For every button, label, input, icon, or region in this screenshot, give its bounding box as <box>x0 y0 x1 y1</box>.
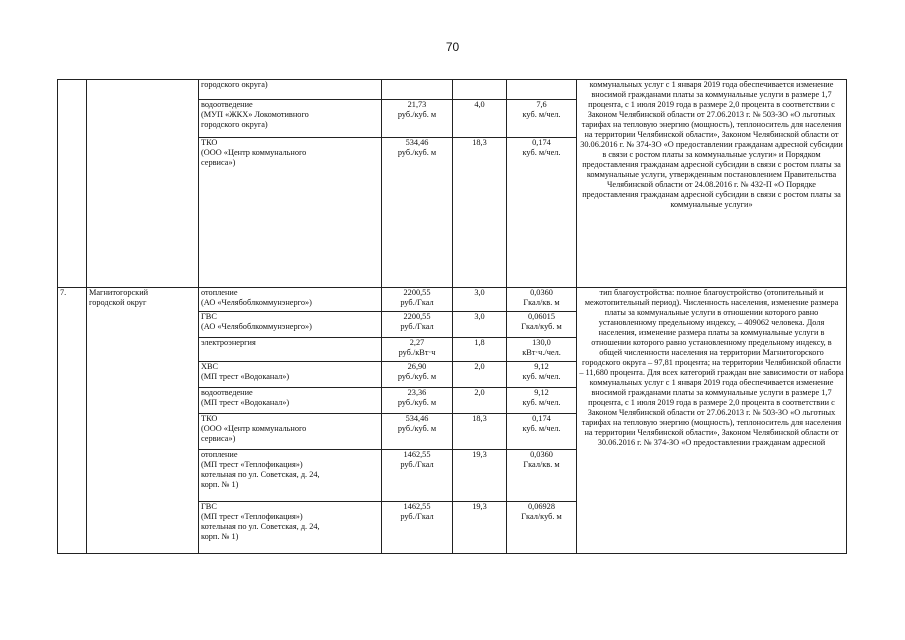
tariff-cell: 534,46 руб./куб. м <box>382 138 453 288</box>
municipality-cell: Магнитогорский городской округ <box>87 288 199 554</box>
norm-cell <box>507 80 577 100</box>
tariff-cell: 1462,55 руб./Гкал <box>382 502 453 554</box>
increase-cell: 2,0 <box>453 388 507 414</box>
norm-cell: 0,174 куб. м/чел. <box>507 138 577 288</box>
increase-cell <box>453 80 507 100</box>
note-cell: тип благоустройства: полное благоустройство (отопительный и межотопительный период). Численность населения, изменение размера платы за коммунальные услуги в отношении которого равно установленному предельному индексу, – 409062 человека. Доля населения, изменение размера платы за коммунальные услуги в отношении которого равно установленному предельному индексу, в общей численности населения на территории Магнитогорского городского округа – 97,81 процента; на территории Челябинской области – 11,680 процента. Для всех категорий граждан вне зависимости от набора коммунальных услуг с 1 января 2019 года обеспечивается изменение вносимой гражданами платы за коммунальные услуги в размере 1,7 процента, с 1 июля 2019 года в размере 2,0 процента в соответствии с Законом Челябинской области от 27.06.2013 г. № 503-ЗО «О льготных тарифах на тепловую энергию (мощность), теплоноситель для населения на территории Челябинской области», Законом Челябинской области от 30.06.2016 г. № 374-ЗО «О предоставлении гражданам адресной <box>577 288 847 554</box>
table-row <box>58 288 847 312</box>
increase-cell: 18,3 <box>453 414 507 450</box>
service-cell: отопление (АО «Челябоблкоммунэнерго») <box>199 288 382 312</box>
service-cell: ТКО (ООО «Центр коммунального сервиса») <box>199 138 382 288</box>
service-cell: ХВС (МП трест «Водоканал») <box>199 362 382 388</box>
tariff-cell: 23,36 руб./куб. м <box>382 388 453 414</box>
increase-cell: 19,3 <box>453 502 507 554</box>
tariff-cell: 2200,55 руб./Гкал <box>382 288 453 312</box>
service-cell: водоотведение (МУП «ЖКХ» Локомотивного городского округа) <box>199 100 382 138</box>
page-number: 70 <box>445 40 460 54</box>
service-cell: водоотведение (МП трест «Водоканал») <box>199 388 382 414</box>
tariff-cell: 2200,55 руб./Гкал <box>382 312 453 338</box>
norm-cell: 0,06015 Гкал/куб. м <box>507 312 577 338</box>
tariff-cell: 1462,55 руб./Гкал <box>382 450 453 502</box>
norm-cell: 0,0360 Гкал/кв. м <box>507 288 577 312</box>
increase-cell: 2,0 <box>453 362 507 388</box>
increase-cell: 1,8 <box>453 338 507 362</box>
service-cell: отопление (МП трест «Теплофикация») котельная по ул. Советская, д. 24, корп. № 1) <box>199 450 382 502</box>
service-cell: ГВС (АО «Челябоблкоммунэнерго») <box>199 312 382 338</box>
increase-cell: 3,0 <box>453 312 507 338</box>
note-cell: коммунальных услуг с 1 января 2019 года обеспечивается изменение вносимой гражданами платы за коммунальные услуги в размере 1,7 процента, с 1 июля 2019 года в размере 2,0 процента в соответствии с Законом Челябинской области от 27.06.2013 г. № 503-ЗО «О льготных тарифах на тепловую энергию (мощность), теплоноситель для населения на территории Челябинской области», Законом Челябинской области от 30.06.2016 г. № 374-ЗО «О предоставлении гражданам адресной субсидии в связи с ростом платы за коммунальные услуги» и Порядком предоставления гражданам адресной субсидии в связи с ростом платы за коммунальные услуги, утвержденным постановлением Правительства Челябинской области от 24.08.2016 г. № 432-П «О Порядке предоставления гражданам адресной субсидии в связи с ростом платы за коммунальные услуги» <box>577 80 847 288</box>
increase-cell: 18,3 <box>453 138 507 288</box>
service-cell: городского округа) <box>199 80 382 100</box>
tariff-cell: 21,73 руб./куб. м <box>382 100 453 138</box>
norm-cell: 0,174 куб. м/чел. <box>507 414 577 450</box>
service-cell: ГВС (МП трест «Теплофикация») котельная по ул. Советская, д. 24, корп. № 1) <box>199 502 382 554</box>
increase-cell: 19,3 <box>453 450 507 502</box>
tariff-table <box>57 79 847 554</box>
table-row <box>58 80 847 100</box>
tariff-cell: 2,27 руб./кВт·ч <box>382 338 453 362</box>
norm-cell: 9,12 куб. м/чел. <box>507 388 577 414</box>
tariff-cell <box>382 80 453 100</box>
number-cell <box>58 80 87 288</box>
increase-cell: 4,0 <box>453 100 507 138</box>
norm-cell: 0,06928 Гкал/куб. м <box>507 502 577 554</box>
number-cell: 7. <box>58 288 87 554</box>
tariff-cell: 534,46 руб./куб. м <box>382 414 453 450</box>
norm-cell: 7,6 куб. м/чел. <box>507 100 577 138</box>
norm-cell: 9,12 куб. м/чел. <box>507 362 577 388</box>
norm-cell: 0,0360 Гкал/кв. м <box>507 450 577 502</box>
tariff-cell: 26,90 руб./куб. м <box>382 362 453 388</box>
increase-cell: 3,0 <box>453 288 507 312</box>
municipality-cell <box>87 80 199 288</box>
service-cell: ТКО (ООО «Центр коммунального сервиса») <box>199 414 382 450</box>
norm-cell: 130,0 кВт·ч./чел. <box>507 338 577 362</box>
service-cell: электроэнергия <box>199 338 382 362</box>
